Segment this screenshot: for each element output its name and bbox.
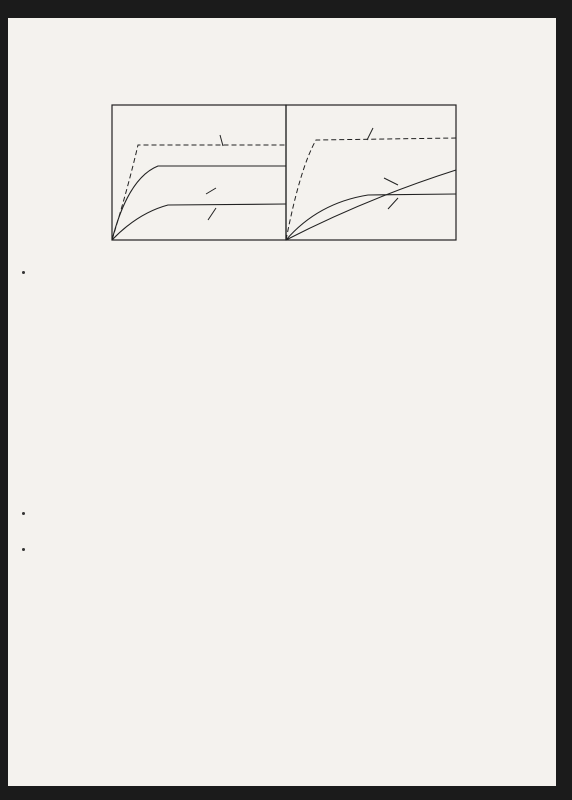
margin-dot — [22, 548, 25, 551]
arrow-b-total — [367, 128, 373, 140]
arrow-b-trpcba — [384, 178, 398, 185]
panel-a-total-curve — [112, 145, 286, 240]
figure-1 — [68, 88, 488, 273]
margin-dot — [22, 512, 25, 515]
document-page — [8, 18, 556, 786]
margin-dot — [22, 271, 25, 274]
figure-caption — [82, 280, 502, 304]
panel-a-trped-curve — [112, 166, 286, 240]
arrow-a-total — [220, 135, 223, 146]
panel-b-trpcba-curve — [286, 170, 456, 240]
panel-b-frame — [286, 105, 456, 240]
panel-b-total-curve — [286, 138, 456, 240]
arrow-b-trped — [388, 198, 398, 209]
arrow-a-trpcba — [208, 208, 216, 220]
panel-a-frame — [112, 105, 286, 240]
arrow-a-trped — [206, 188, 216, 194]
panel-a-trpcba-curve — [112, 204, 286, 240]
